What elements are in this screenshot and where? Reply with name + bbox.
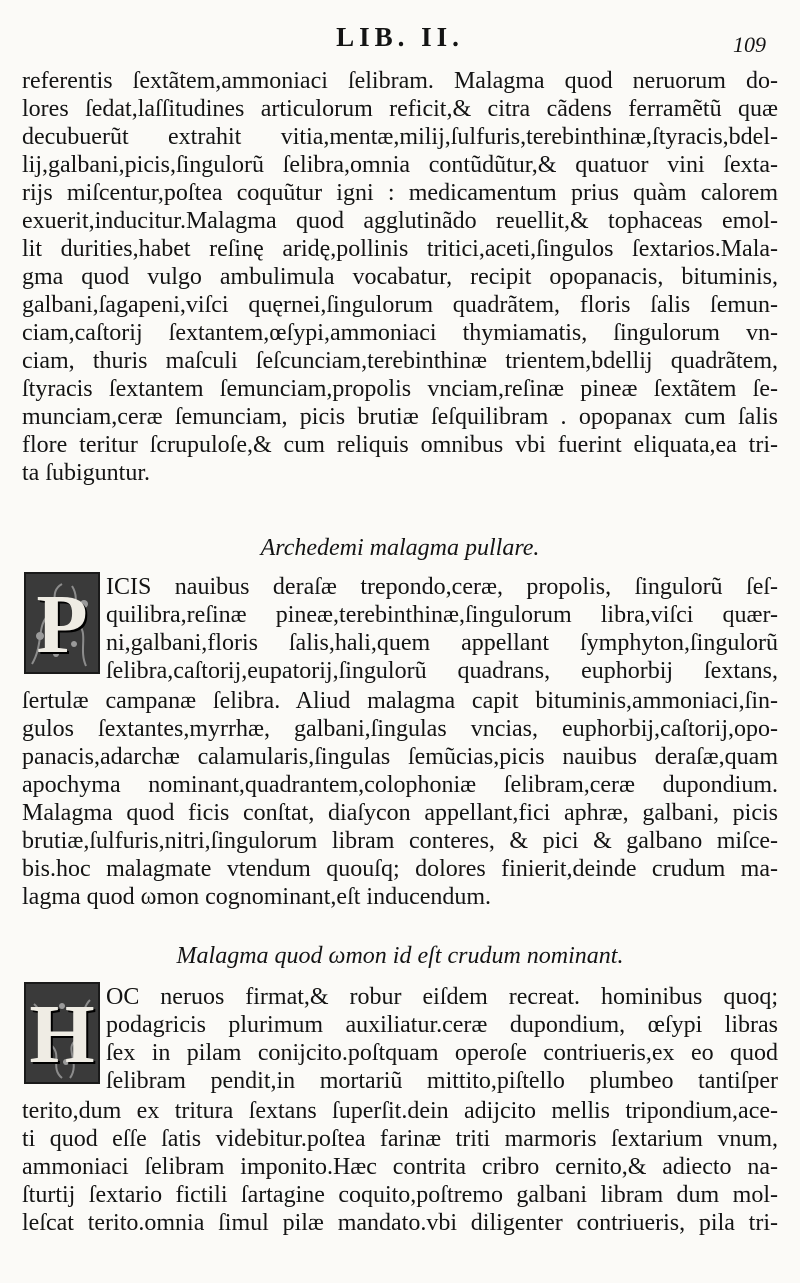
text-line: apochyma nominant,quadrantem,colophoniæ ſelibram,ceræ dupondium. <box>22 772 778 798</box>
page-header <box>0 22 800 56</box>
text-line: ſelibram pendit,in mortariũ mittito,piſtello plumbeo tantiſper <box>106 1068 778 1094</box>
text-line: bis.hoc malagmate vtendum quouſq; dolores finierit,deinde crudum ma- <box>22 856 778 882</box>
text-line: gma quod vulgo ambulimula vocabatur, recipit opopanacis, bituminis, <box>22 264 778 290</box>
decorated-initial-p <box>24 572 100 674</box>
text-line-last: ta ſubiguntur. <box>22 460 150 486</box>
text-line: terito,dum ex tritura ſextans ſuperſit.dein adijcito mellis tripondium,ace- <box>22 1098 778 1124</box>
text-line: quilibra,reſinæ pineæ,terebinthinæ,ſingulorum libra,viſci quær- <box>106 602 778 628</box>
running-head: LIB. II. <box>336 22 464 52</box>
text-line: ti quod eſſe ſatis videbitur.poſtea farinæ triti marmoris ſextarium vnum, <box>22 1126 778 1152</box>
text-line: ciam,caſtorij ſextantem,œſypi,ammoniaci thymiamatis, ſingulorum vn- <box>22 320 778 346</box>
text-line: lij,galbani,picis,ſingulorũ ſelibra,omnia contũdũtur,& quatuor vini ſexta- <box>22 152 778 178</box>
initial-letter: H <box>29 988 95 1081</box>
text-line: ſertulæ campanæ ſelibra. Aliud malagma capit bituminis,ammoniaci,ſin- <box>22 688 778 714</box>
text-line-last: lagma quod ωmon cognominant,eſt inducendum. <box>22 884 492 910</box>
section-heading: Archedemi malagma pullare. <box>260 535 540 561</box>
text-line: referentis ſextãtem,ammoniaci ſelibram. Malagma quod neruorum do- <box>22 68 778 94</box>
text-line: munciam,ceræ ſemunciam, picis brutiæ ſeſquilibram . opopanax cum ſalis <box>22 404 778 430</box>
text-line: panacis,adarchæ calamularis,ſingulas ſemũcias,picis nauibus deraſæ,quam <box>22 744 778 770</box>
text-line: gulos ſextantes,myrrhæ, galbani,ſingulas vncias, euphorbij,caſtorij,opo- <box>22 716 778 742</box>
text-line: ſex in pilam conijcito.poſtquam operoſe contriueris,ex eo quod <box>106 1040 778 1066</box>
text-line: rijs miſcentur,poſtea coquũtur igni : medicamentum prius quàm calorem <box>22 180 778 206</box>
text-line: podagricis plurimum auxiliatur.ceræ dupondium, œſypi libras <box>106 1012 778 1038</box>
text-line: ſelibra,caſtorij,eupatorij,ſingulorũ quadrans, euphorbij ſextans, <box>106 658 778 684</box>
text-line: ICIS nauibus deraſæ trepondo,ceræ, propolis, ſingulorũ ſeſ- <box>106 574 778 600</box>
text-line: exuerit,inducitur.Malagma quod agglutinãdo reuellit,& tophaceas emol- <box>22 208 778 234</box>
text-line: ſturtij ſextario fictili ſartagine coquito,poſtremo galbani libram dum mol- <box>22 1182 778 1208</box>
text-line: lit durities,habet reſinę aridę,pollinis tritici,aceti,ſingulos ſextarios.Mala- <box>22 236 778 262</box>
text-line: lores ſedat,laſſitudines articulorum reficit,& citra cãdens ferramẽtũ quæ <box>22 96 778 122</box>
text-line: decubuerũt extrahit vitia,mentæ,milij,ſulfuris,terebinthinæ,ſtyracis,bdel- <box>22 124 778 150</box>
text-line: galbani,ſagapeni,viſci quęrnei,ſingulorum quadrãtem, floris ſalis ſemun- <box>22 292 778 318</box>
text-line: leſcat terito.omnia ſimul pilæ mandato.vbi diligenter contriueris, pila tri- <box>22 1210 778 1236</box>
text-line: OC neruos firmat,& robur eiſdem recreat. hominibus quoq; <box>106 984 778 1010</box>
text-line: Malagma quod ficis conſtat, diaſycon appellant,fici aphræ, galbani, picis <box>22 800 778 826</box>
text-line: flore teritur ſcrupuloſe,& cum reliquis omnibus vbi fuerint eliquata,ea tri- <box>22 432 778 458</box>
text-line: ſtyracis ſextantem ſemunciam,propolis vnciam,reſinæ pineæ ſextãtem ſe- <box>22 376 778 402</box>
text-line: ammoniaci ſelibram imponito.Hæc contrita cribro cernito,& adiecto na- <box>22 1154 778 1180</box>
initial-letter: P <box>36 578 88 671</box>
text-line: ni,galbani,floris ſalis,hali,quem appellant ſymphyton,ſingulorũ <box>106 630 778 656</box>
text-line: ciam, thuris maſculi ſeſcunciam,terebinthinæ trientem,bdellij quadrãtem, <box>22 348 778 374</box>
page-number: 109 <box>733 32 766 57</box>
decorated-initial-h <box>24 982 100 1084</box>
section-heading: Malagma quod ωmon id eſt crudum nominant. <box>176 943 624 969</box>
text-line: brutiæ,ſulfuris,nitri,ſingulorum libram conteres, & pici & galbano miſce- <box>22 828 778 854</box>
